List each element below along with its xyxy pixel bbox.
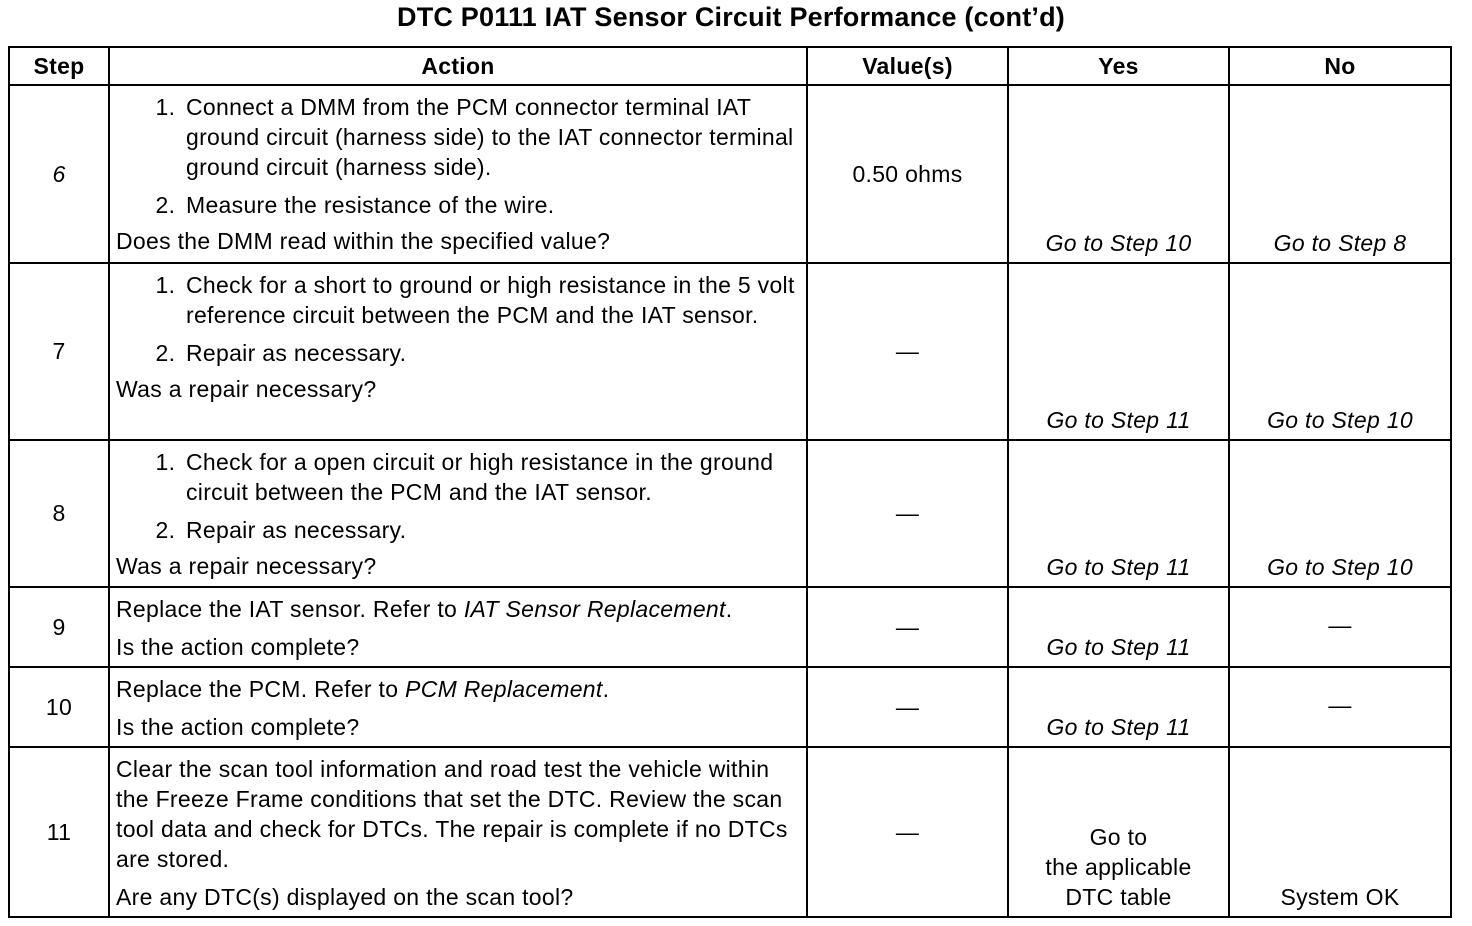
yes-line: the applicable	[1045, 854, 1192, 880]
action-item: 2. Measure the resistance of the wire.	[182, 190, 800, 220]
action-text-prefix: Replace the IAT sensor. Refer to	[116, 596, 464, 622]
action-text-suffix: .	[602, 676, 610, 702]
action-item: 1. Check for a short to ground or high resistance in the 5 volt reference circuit between the PCM and the IAT sensor.	[182, 270, 800, 330]
step-number: 8	[9, 440, 109, 587]
action-question: Does the DMM read within the specified value?	[116, 228, 611, 254]
yes-line: Go to	[1089, 824, 1148, 850]
action-cell	[109, 85, 807, 263]
action-text	[116, 674, 800, 704]
step-number: 11	[9, 747, 109, 917]
no-cell: —	[1229, 667, 1451, 747]
page-title: DTC P0111 IAT Sensor Circuit Performance (cont’d)	[397, 2, 1065, 32]
value-cell: —	[807, 747, 1008, 917]
value-cell: —	[807, 440, 1008, 587]
action-list	[116, 447, 800, 545]
action-cell	[109, 667, 807, 747]
value-cell: —	[807, 587, 1008, 667]
header-no: No	[1229, 47, 1451, 85]
step-number: 6	[9, 85, 109, 263]
action-list	[116, 92, 800, 220]
action-cell	[109, 263, 807, 440]
table-row-step-8	[9, 440, 1451, 587]
action-question: Was a repair necessary?	[116, 553, 377, 579]
diagnostic-table	[8, 46, 1452, 918]
table-header-row	[9, 47, 1451, 85]
action-item: 2. Repair as necessary.	[182, 338, 800, 368]
no-cell: Go to Step 10	[1229, 263, 1451, 440]
table-row-step-6	[9, 85, 1451, 263]
yes-line: DTC table	[1065, 884, 1172, 910]
no-cell: Go to Step 8	[1229, 85, 1451, 263]
action-question: Are any DTC(s) displayed on the scan tool?	[116, 884, 574, 910]
value-cell: —	[807, 667, 1008, 747]
action-text	[116, 594, 800, 624]
header-values: Value(s)	[807, 47, 1008, 85]
reference-link: IAT Sensor Replacement	[463, 596, 726, 622]
yes-cell: Go to Step 10	[1008, 85, 1229, 263]
action-text-prefix: Replace the PCM. Refer to	[116, 676, 406, 702]
yes-cell: Go to Step 11	[1008, 263, 1229, 440]
action-cell	[109, 747, 807, 917]
step-number: 9	[9, 587, 109, 667]
yes-cell	[1008, 747, 1229, 917]
no-cell: Go to Step 10	[1229, 440, 1451, 587]
action-text-suffix: .	[725, 596, 733, 622]
table-row-step-9	[9, 587, 1451, 667]
action-text: Clear the scan tool information and road test the vehicle within the Freeze Frame conditions that set the DTC. Review the scan tool data and check for DTCs. The repair is complete if no DTCs are stored.	[116, 756, 788, 872]
yes-cell: Go to Step 11	[1008, 440, 1229, 587]
yes-cell: Go to Step 11	[1008, 667, 1229, 747]
table-row-step-11	[9, 747, 1451, 917]
table-row-step-10	[9, 667, 1451, 747]
table-row-step-7	[9, 263, 1451, 440]
step-number: 7	[9, 263, 109, 440]
action-item: 2. Repair as necessary.	[182, 515, 800, 545]
action-item: 1. Connect a DMM from the PCM connector terminal IAT ground circuit (harness side) to the IAT connector terminal ground circuit (harness side).	[182, 92, 800, 182]
action-list	[116, 270, 800, 368]
yes-cell: Go to Step 11	[1008, 587, 1229, 667]
header-action: Action	[109, 47, 807, 85]
action-question: Was a repair necessary?	[116, 376, 377, 402]
action-cell	[109, 440, 807, 587]
action-question: Is the action complete?	[116, 714, 360, 740]
action-cell	[109, 587, 807, 667]
value-cell: —	[807, 263, 1008, 440]
no-cell: System OK	[1229, 747, 1451, 917]
value-cell: 0.50 ohms	[807, 85, 1008, 263]
action-question: Is the action complete?	[116, 634, 360, 660]
action-item: 1. Check for a open circuit or high resistance in the ground circuit between the PCM and the IAT sensor.	[182, 447, 800, 507]
header-step: Step	[9, 47, 109, 85]
header-yes: Yes	[1008, 47, 1229, 85]
reference-link: PCM Replacement	[405, 676, 603, 702]
no-cell: —	[1229, 587, 1451, 667]
step-number: 10	[9, 667, 109, 747]
